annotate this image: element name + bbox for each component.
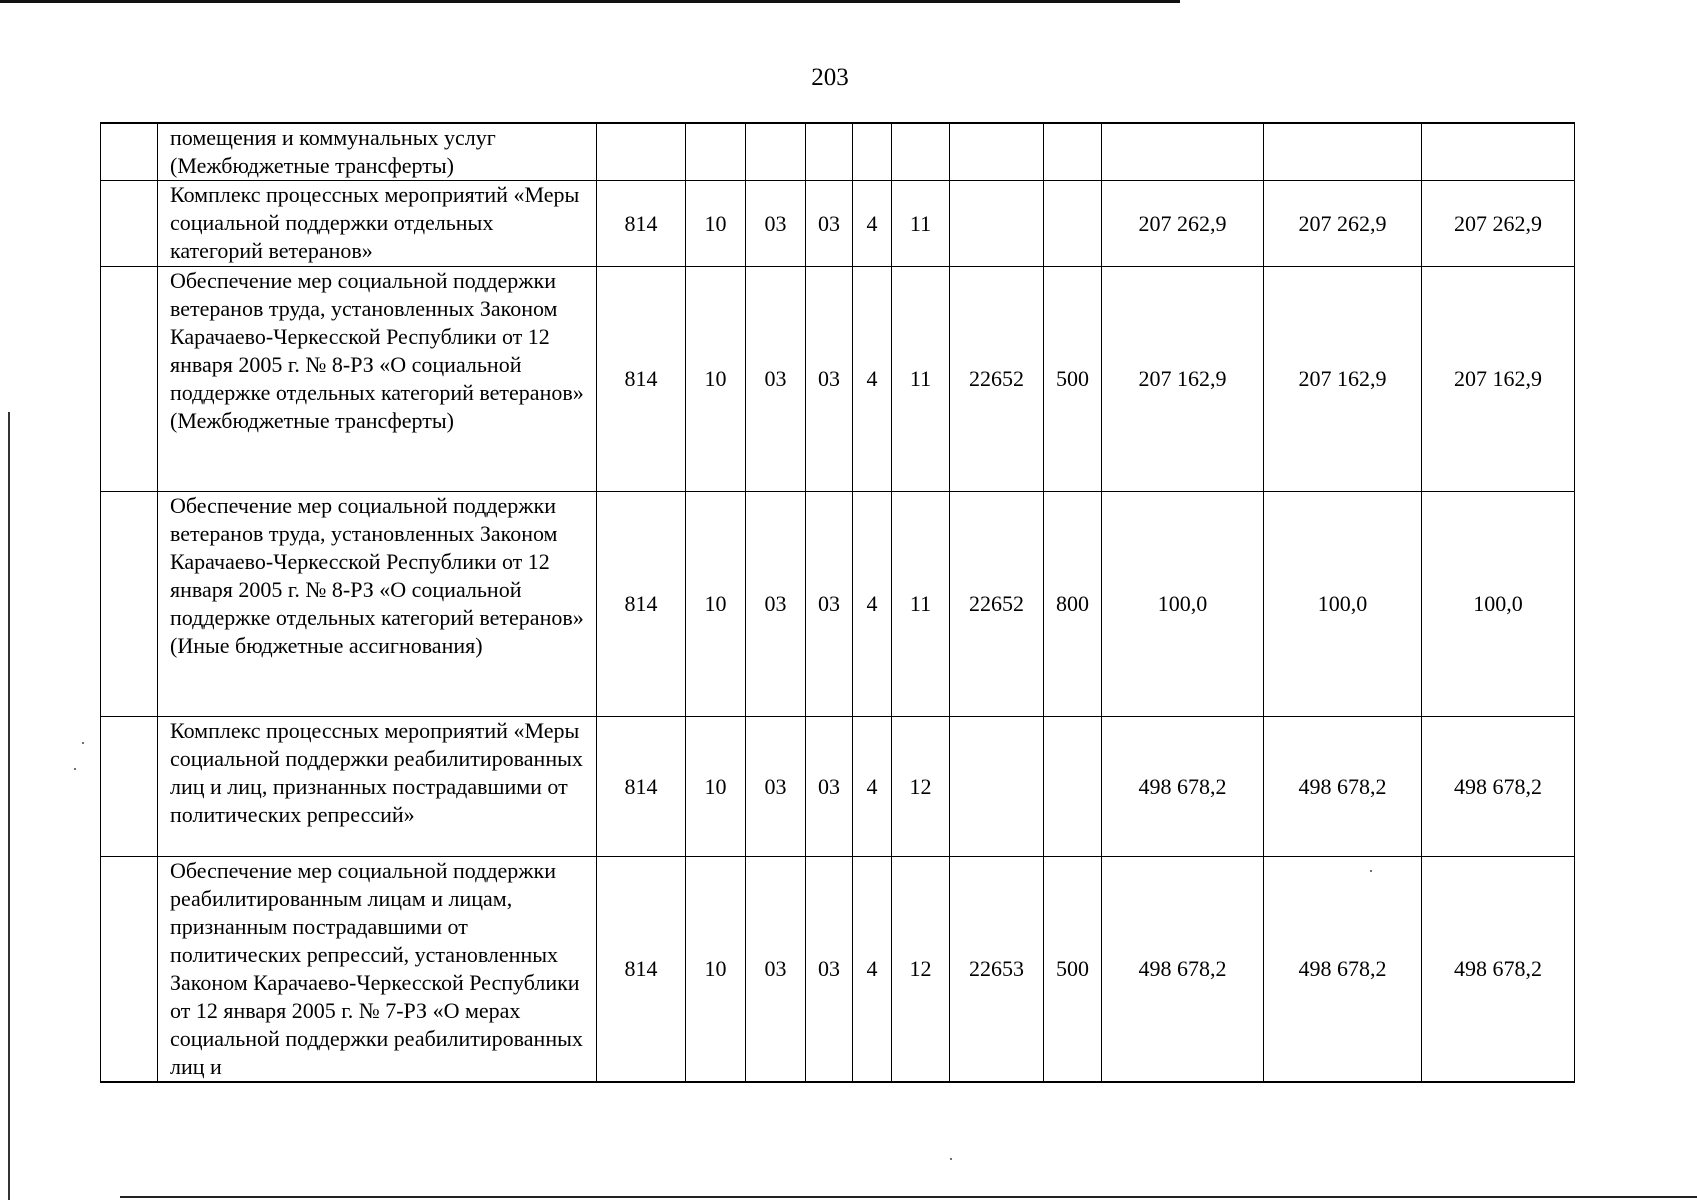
program-cell: 03: [806, 181, 853, 267]
amount-year-1-cell: [1102, 123, 1264, 181]
amount-year-3-cell: 100,0: [1422, 492, 1575, 717]
ministry-code-cell: 814: [597, 857, 686, 1083]
direction-cell: [950, 123, 1044, 181]
ministry-code-cell: [597, 123, 686, 181]
expense-type-cell: [1044, 123, 1102, 181]
type-cell: 4: [853, 181, 892, 267]
ministry-code-cell: 814: [597, 267, 686, 492]
amount-year-1-cell: 207 162,9: [1102, 267, 1264, 492]
block-cell: 12: [892, 717, 950, 857]
table-row: [101, 717, 1575, 857]
program-cell: [806, 123, 853, 181]
section-cell: 10: [686, 717, 746, 857]
scan-edge-bottom: [120, 1196, 1697, 1198]
direction-cell: [950, 717, 1044, 857]
type-cell: [853, 123, 892, 181]
row-name: Комплекс процессных мероприятий «Меры социальной поддержки реабилитированных лиц и лиц, признанных пострадавшими от политических репрессий»: [158, 717, 597, 857]
ministry-code-cell: 814: [597, 717, 686, 857]
program-cell: 03: [806, 492, 853, 717]
block-cell: [892, 123, 950, 181]
ministry-code-cell: 814: [597, 492, 686, 717]
row-name: Обеспечение мер социальной поддержки реабилитированным лицам и лицам, признанным пострадавшими от политических репрессий, установленных Законом Карачаево-Черкесской Республики от 12 января 2005 г. № 7-РЗ «О мерах социальной поддержки реабилитированных лиц и: [158, 857, 597, 1083]
row-number-cell: [101, 123, 158, 181]
row-name: Обеспечение мер социальной поддержки ветеранов труда, установленных Законом Карачаево-Черкесской Республики от 12 января 2005 г. № 8-РЗ «О социальной поддержке отдельных категорий ветеранов» (Иные бюджетные ассигнования): [158, 492, 597, 717]
amount-year-2-cell: 498 678,2: [1264, 717, 1422, 857]
section-cell: 10: [686, 181, 746, 267]
row-number-cell: [101, 267, 158, 492]
program-cell: 03: [806, 857, 853, 1083]
amount-year-3-cell: 207 262,9: [1422, 181, 1575, 267]
expense-type-cell: [1044, 717, 1102, 857]
direction-cell: 22652: [950, 267, 1044, 492]
amount-year-1-cell: 498 678,2: [1102, 717, 1264, 857]
amount-year-1-cell: 498 678,2: [1102, 857, 1264, 1083]
amount-year-3-cell: 498 678,2: [1422, 857, 1575, 1083]
scan-edge-left: [8, 412, 10, 1200]
scan-edge-top: [0, 0, 1180, 3]
type-cell: 4: [853, 717, 892, 857]
page-number: 203: [811, 64, 849, 91]
amount-year-3-cell: [1422, 123, 1575, 181]
block-cell: 11: [892, 492, 950, 717]
amount-year-2-cell: 207 162,9: [1264, 267, 1422, 492]
expense-type-cell: 500: [1044, 857, 1102, 1083]
section-cell: 10: [686, 857, 746, 1083]
table-row: [101, 857, 1575, 1083]
direction-cell: [950, 181, 1044, 267]
row-number-cell: [101, 857, 158, 1083]
block-cell: 11: [892, 181, 950, 267]
table-row: [101, 267, 1575, 492]
row-number-cell: [101, 717, 158, 857]
table-row: [101, 123, 1575, 181]
block-cell: 11: [892, 267, 950, 492]
subsection-cell: 03: [746, 857, 806, 1083]
table-row: [101, 492, 1575, 717]
subsection-cell: 03: [746, 492, 806, 717]
row-name: Обеспечение мер социальной поддержки ветеранов труда, установленных Законом Карачаево-Черкесской Республики от 12 января 2005 г. № 8-РЗ «О социальной поддержке отдельных категорий ветеранов» (Межбюджетные трансферты): [158, 267, 597, 492]
row-name: Комплекс процессных мероприятий «Меры социальной поддержки отдельных категорий ветеранов»: [158, 181, 597, 267]
block-cell: 12: [892, 857, 950, 1083]
subsection-cell: 03: [746, 267, 806, 492]
type-cell: 4: [853, 857, 892, 1083]
scan-speck: [82, 742, 84, 744]
subsection-cell: 03: [746, 181, 806, 267]
row-number-cell: [101, 492, 158, 717]
subsection-cell: [746, 123, 806, 181]
row-name: помещения и коммунальных услуг (Межбюджетные трансферты): [158, 123, 597, 181]
type-cell: 4: [853, 267, 892, 492]
section-cell: 10: [686, 492, 746, 717]
subsection-cell: 03: [746, 717, 806, 857]
budget-table: [100, 122, 1575, 1083]
amount-year-1-cell: 207 262,9: [1102, 181, 1264, 267]
amount-year-3-cell: 207 162,9: [1422, 267, 1575, 492]
program-cell: 03: [806, 267, 853, 492]
expense-type-cell: 500: [1044, 267, 1102, 492]
type-cell: 4: [853, 492, 892, 717]
row-number-cell: [101, 181, 158, 267]
section-cell: [686, 123, 746, 181]
amount-year-1-cell: 100,0: [1102, 492, 1264, 717]
expense-type-cell: [1044, 181, 1102, 267]
section-cell: 10: [686, 267, 746, 492]
amount-year-2-cell: [1264, 123, 1422, 181]
direction-cell: 22652: [950, 492, 1044, 717]
scan-speck: [950, 1158, 952, 1160]
scan-speck: [1370, 870, 1372, 872]
program-cell: 03: [806, 717, 853, 857]
amount-year-2-cell: 498 678,2: [1264, 857, 1422, 1083]
expense-type-cell: 800: [1044, 492, 1102, 717]
scan-speck: [74, 768, 76, 770]
direction-cell: 22653: [950, 857, 1044, 1083]
amount-year-2-cell: 207 262,9: [1264, 181, 1422, 267]
amount-year-2-cell: 100,0: [1264, 492, 1422, 717]
ministry-code-cell: 814: [597, 181, 686, 267]
table-row: [101, 181, 1575, 267]
amount-year-3-cell: 498 678,2: [1422, 717, 1575, 857]
